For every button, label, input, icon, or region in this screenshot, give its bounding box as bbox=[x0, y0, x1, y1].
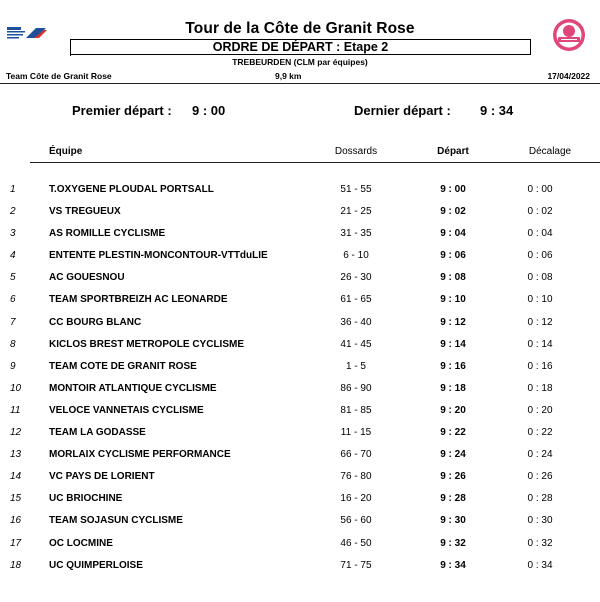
row-bibs: 21 - 25 bbox=[340, 206, 372, 218]
row-bibs: 61 - 65 bbox=[340, 294, 372, 306]
table-row bbox=[0, 493, 600, 515]
row-offset: 0 : 32 bbox=[527, 537, 553, 549]
row-rank: 14 bbox=[10, 471, 22, 483]
last-departure-time: 9 : 34 bbox=[480, 103, 514, 118]
row-offset: 0 : 30 bbox=[527, 515, 553, 527]
row-offset: 0 : 14 bbox=[527, 338, 553, 350]
row-bibs: 1 - 5 bbox=[345, 360, 366, 372]
row-departure: 9 : 20 bbox=[440, 404, 466, 416]
row-team: UC BRIOCHINE bbox=[49, 493, 123, 505]
row-bibs: 11 - 15 bbox=[340, 427, 372, 439]
row-departure: 9 : 12 bbox=[440, 316, 466, 328]
table-row bbox=[0, 250, 600, 272]
row-offset: 0 : 06 bbox=[527, 250, 553, 262]
row-rank: 10 bbox=[10, 382, 22, 394]
table-row bbox=[0, 538, 600, 560]
table-row bbox=[0, 405, 600, 427]
row-team: T.OXYGENE PLOUDAL PORTSALL bbox=[49, 184, 214, 195]
row-rank: 16 bbox=[10, 515, 22, 527]
row-rank: 12 bbox=[10, 427, 22, 439]
row-team: VS TREGUEUX bbox=[49, 206, 121, 218]
row-team: TEAM COTE DE GRANIT ROSE bbox=[49, 360, 197, 372]
row-departure: 9 : 26 bbox=[440, 471, 466, 483]
organizer-team: Team Côte de Granit Rose bbox=[6, 71, 112, 81]
table-row bbox=[0, 339, 600, 361]
row-bibs: 31 - 35 bbox=[340, 228, 372, 240]
row-team: UC QUIMPERLOISE bbox=[49, 559, 143, 571]
row-departure: 9 : 08 bbox=[440, 272, 466, 284]
row-team: TEAM LA GODASSE bbox=[49, 427, 146, 439]
row-offset: 0 : 16 bbox=[527, 360, 553, 372]
row-rank: 7 bbox=[10, 316, 16, 328]
table-row bbox=[0, 228, 600, 250]
row-departure: 9 : 22 bbox=[440, 427, 466, 439]
start-order-table bbox=[0, 184, 600, 582]
column-header-departure: Départ bbox=[437, 146, 469, 157]
row-departure: 9 : 06 bbox=[440, 250, 466, 262]
row-departure: 9 : 00 bbox=[440, 184, 466, 195]
table-row bbox=[0, 184, 600, 206]
row-bibs: 71 - 75 bbox=[340, 559, 372, 571]
row-departure: 9 : 02 bbox=[440, 206, 466, 218]
row-departure: 9 : 18 bbox=[440, 382, 466, 394]
table-header-divider bbox=[30, 162, 600, 163]
table-row bbox=[0, 361, 600, 383]
row-team: OC LOCMINE bbox=[49, 537, 113, 549]
row-team: KICLOS BREST METROPOLE CYCLISME bbox=[49, 338, 245, 350]
row-rank: 11 bbox=[10, 404, 21, 416]
row-offset: 0 : 24 bbox=[527, 449, 553, 461]
row-bibs: 86 - 90 bbox=[340, 382, 372, 394]
column-header-offset: Décalage bbox=[528, 146, 572, 157]
row-offset: 0 : 12 bbox=[527, 316, 553, 328]
row-rank: 6 bbox=[10, 294, 16, 306]
row-rank: 13 bbox=[10, 449, 22, 461]
table-row bbox=[0, 294, 600, 316]
column-header-team: Équipe bbox=[49, 146, 83, 157]
row-offset: 0 : 10 bbox=[527, 294, 553, 306]
row-offset: 0 : 08 bbox=[527, 272, 553, 284]
stage-distance: 9,9 km bbox=[275, 71, 302, 81]
row-rank: 5 bbox=[10, 272, 16, 284]
row-departure: 9 : 34 bbox=[440, 559, 466, 571]
row-departure: 9 : 32 bbox=[440, 537, 466, 549]
row-rank: 15 bbox=[10, 493, 22, 505]
first-departure-label: Premier départ : bbox=[72, 103, 172, 118]
table-row bbox=[0, 471, 600, 493]
row-departure: 9 : 16 bbox=[440, 360, 466, 372]
row-team: MONTOIR ATLANTIQUE CYCLISME bbox=[49, 382, 217, 394]
row-bibs: 66 - 70 bbox=[340, 449, 372, 461]
row-rank: 4 bbox=[10, 250, 16, 262]
row-offset: 0 : 04 bbox=[527, 228, 553, 240]
table-row bbox=[0, 427, 600, 449]
row-rank: 1 bbox=[10, 184, 16, 195]
row-team: TEAM SPORTBREIZH AC LEONARDE bbox=[49, 294, 228, 306]
row-departure: 9 : 28 bbox=[440, 493, 466, 505]
column-header-bibs: Dossards bbox=[334, 146, 378, 157]
row-team: ENTENTE PLESTIN-MONCONTOUR-VTTduLIE bbox=[49, 250, 268, 262]
start-order-title: ORDRE DE DÉPART : Etape 2 bbox=[70, 39, 531, 55]
row-rank: 3 bbox=[10, 228, 16, 240]
row-bibs: 81 - 85 bbox=[340, 404, 372, 416]
row-offset: 0 : 18 bbox=[527, 382, 553, 394]
row-departure: 9 : 30 bbox=[440, 515, 466, 527]
row-rank: 8 bbox=[10, 338, 16, 350]
row-offset: 0 : 02 bbox=[527, 206, 553, 218]
row-bibs: 46 - 50 bbox=[340, 537, 372, 549]
row-team: VELOCE VANNETAIS CYCLISME bbox=[49, 404, 204, 416]
row-bibs: 6 - 10 bbox=[343, 250, 369, 262]
row-bibs: 76 - 80 bbox=[340, 471, 372, 483]
row-rank: 9 bbox=[10, 360, 16, 372]
last-departure-label: Dernier départ : bbox=[354, 103, 451, 118]
table-row bbox=[0, 560, 600, 582]
table-row bbox=[0, 272, 600, 294]
table-row bbox=[0, 515, 600, 537]
row-team: TEAM SOJASUN CYCLISME bbox=[49, 515, 183, 527]
table-row bbox=[0, 383, 600, 405]
row-bibs: 41 - 45 bbox=[340, 338, 372, 350]
first-departure-time: 9 : 00 bbox=[192, 103, 226, 118]
stage-date: 17/04/2022 bbox=[547, 71, 590, 81]
row-offset: 0 : 26 bbox=[527, 471, 553, 483]
row-offset: 0 : 20 bbox=[527, 404, 553, 416]
stage-subtitle: TREBEURDEN (CLM par équipes) bbox=[232, 57, 368, 67]
row-team: AS ROMILLE CYCLISME bbox=[49, 228, 166, 240]
table-row bbox=[0, 206, 600, 228]
row-offset: 0 : 34 bbox=[527, 559, 553, 571]
row-offset: 0 : 22 bbox=[527, 427, 553, 439]
row-team: MORLAIX CYCLISME PERFORMANCE bbox=[49, 449, 231, 461]
row-team: AC GOUESNOU bbox=[49, 272, 125, 284]
row-offset: 0 : 00 bbox=[527, 184, 553, 195]
title-box-tick bbox=[70, 52, 71, 56]
row-rank: 18 bbox=[10, 559, 22, 571]
row-bibs: 36 - 40 bbox=[340, 316, 372, 328]
row-bibs: 16 - 20 bbox=[340, 493, 372, 505]
race-title: Tour de la Côte de Granit Rose bbox=[185, 20, 415, 37]
row-bibs: 56 - 60 bbox=[340, 515, 372, 527]
row-departure: 9 : 04 bbox=[440, 228, 466, 240]
row-team: CC BOURG BLANC bbox=[49, 316, 142, 328]
row-departure: 9 : 14 bbox=[440, 338, 466, 350]
table-row bbox=[0, 449, 600, 471]
row-departure: 9 : 24 bbox=[440, 449, 466, 461]
row-rank: 17 bbox=[10, 537, 22, 549]
row-offset: 0 : 28 bbox=[527, 493, 553, 505]
row-rank: 2 bbox=[10, 206, 16, 218]
header-divider bbox=[0, 83, 600, 84]
row-departure: 9 : 10 bbox=[440, 294, 466, 306]
row-team: VC PAYS DE LORIENT bbox=[49, 471, 155, 483]
row-bibs: 51 - 55 bbox=[340, 184, 372, 195]
table-row bbox=[0, 317, 600, 339]
row-bibs: 26 - 30 bbox=[340, 272, 372, 284]
